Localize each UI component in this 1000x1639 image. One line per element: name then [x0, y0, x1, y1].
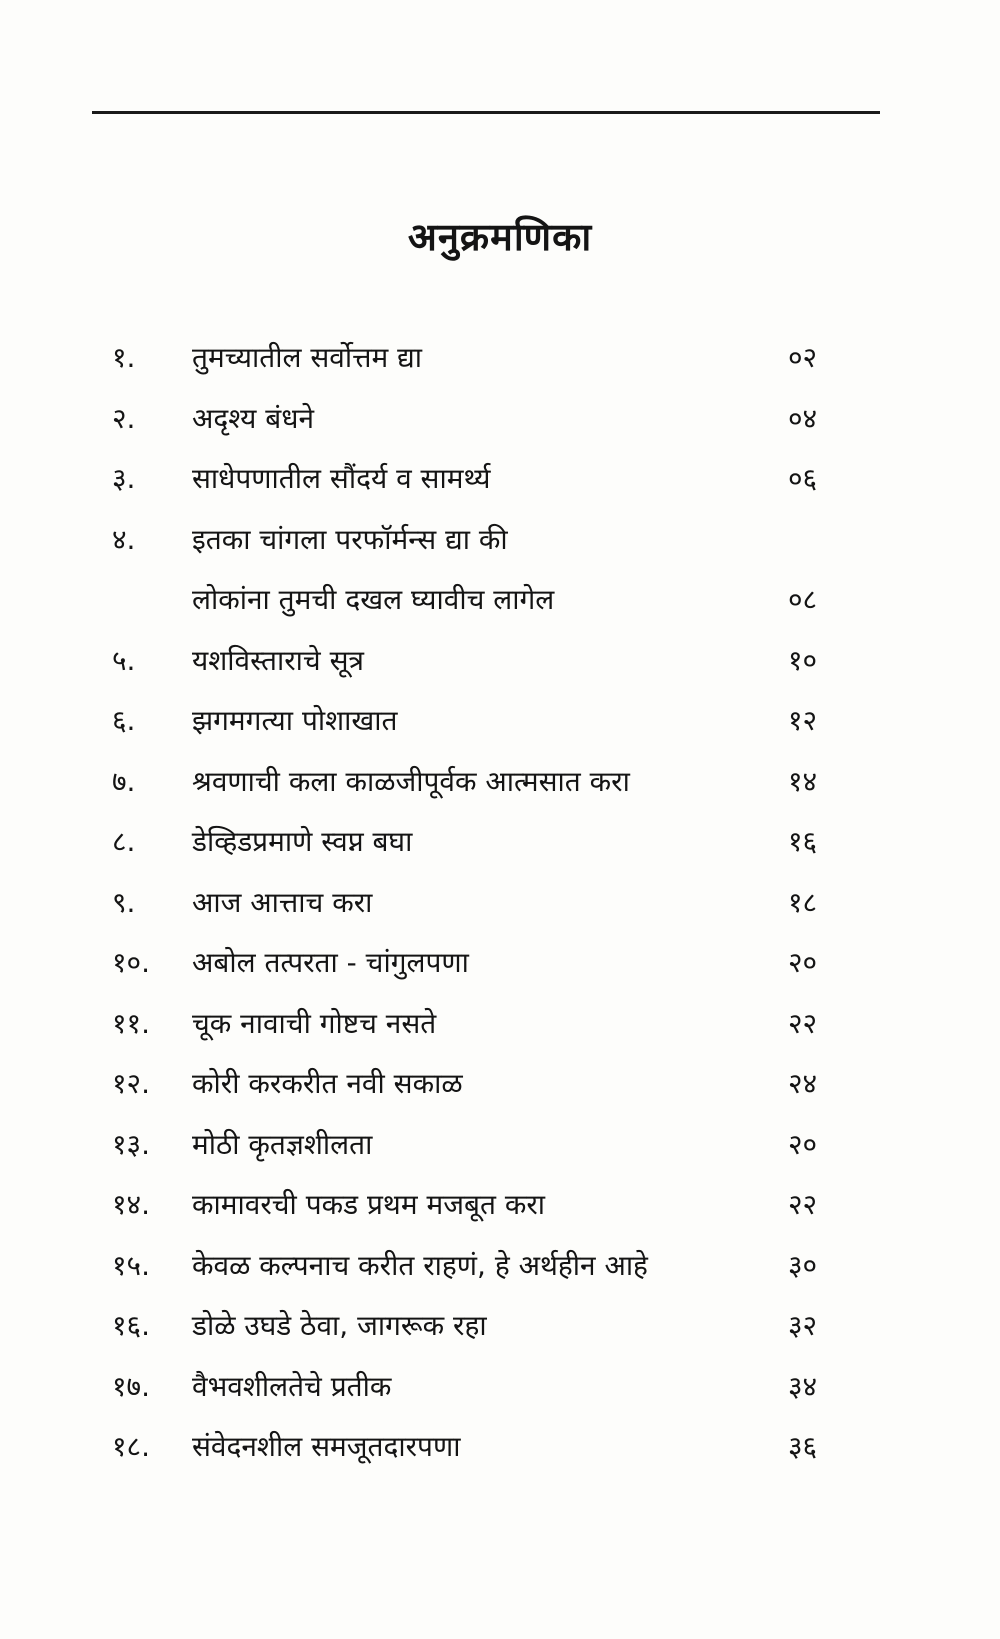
entry-number: १.	[112, 341, 136, 374]
entry-title: चूक नावाची गोष्टच नसते	[192, 1006, 437, 1040]
toc-entry	[0, 399, 1000, 460]
entry-title: इतका चांगला परफॉर्मन्स द्या की	[192, 522, 508, 556]
top-rule	[92, 111, 880, 114]
entry-page: ०८	[788, 583, 818, 616]
entry-number: ११.	[112, 1006, 151, 1040]
entry-page: १०	[788, 643, 818, 677]
toc-entry	[0, 338, 1000, 399]
toc-entry-continuation	[0, 580, 1000, 641]
toc-entry	[0, 701, 1000, 762]
entry-title: आज आत्ताच करा	[192, 885, 373, 919]
entry-title: श्रवणाची कला काळजीपूर्वक आत्मसात करा	[192, 764, 630, 798]
entry-title: तुमच्यातील सर्वोत्तम द्या	[192, 341, 423, 374]
entry-number: २.	[112, 401, 136, 435]
toc-entry	[0, 520, 1000, 581]
entry-page: २०	[788, 946, 818, 979]
entry-title: वैभवशीलतेचे प्रतीक	[192, 1369, 392, 1403]
toc-entry	[0, 1306, 1000, 1367]
entry-title: मोठी कृतज्ञशीलता	[192, 1127, 373, 1161]
entry-page: १८	[788, 885, 818, 919]
entry-page: ३६	[788, 1430, 818, 1463]
table-of-contents	[0, 338, 1000, 1488]
entry-number: ३.	[112, 462, 136, 495]
entry-page: १६	[788, 825, 818, 858]
entry-title: साधेपणातील सौंदर्य व सामर्थ्य	[192, 462, 491, 495]
toc-entry	[0, 459, 1000, 520]
entry-page: १२	[788, 704, 818, 737]
toc-entry	[0, 1064, 1000, 1125]
entry-page: २२	[788, 1188, 818, 1221]
toc-entry	[0, 641, 1000, 702]
entry-page: ०२	[788, 341, 818, 374]
entry-title: झगमगत्या पोशाखात	[192, 704, 398, 737]
entry-page: ३२	[788, 1309, 818, 1342]
entry-title: डेव्हिडप्रमाणे स्वप्न बघा	[192, 825, 413, 858]
entry-title: लोकांना तुमची दखल घ्यावीच लागेल	[192, 583, 555, 616]
entry-title: कोरी करकरीत नवी सकाळ	[192, 1067, 463, 1100]
toc-entry	[0, 762, 1000, 823]
toc-entry	[0, 1427, 1000, 1488]
entry-number: १७.	[112, 1369, 151, 1403]
toc-entry	[0, 822, 1000, 883]
entry-number: ५.	[112, 643, 136, 677]
entry-number: ४.	[112, 522, 136, 556]
entry-number: १३.	[112, 1127, 151, 1161]
entry-page: १४	[788, 764, 818, 798]
toc-entry	[0, 1246, 1000, 1307]
entry-title: कामावरची पकड प्रथम मजबूत करा	[192, 1188, 546, 1221]
entry-title: अबोल तत्परता - चांगुलपणा	[192, 946, 469, 979]
page-title: अनुक्रमणिका	[407, 215, 593, 259]
entry-number: ९.	[112, 885, 136, 919]
entry-page: २२	[788, 1006, 818, 1040]
entry-number: १८.	[112, 1430, 151, 1463]
entry-number: १६.	[112, 1309, 151, 1342]
entry-title: अदृश्य बंधने	[192, 401, 315, 435]
toc-entry	[0, 1004, 1000, 1065]
entry-page: ०६	[788, 462, 818, 495]
entry-page: ०४	[788, 401, 818, 435]
entry-title: डोळे उघडे ठेवा, जागरूक रहा	[192, 1309, 487, 1342]
toc-entry	[0, 943, 1000, 1004]
entry-number: १४.	[112, 1188, 151, 1221]
toc-entry	[0, 883, 1000, 944]
entry-number: १०.	[112, 946, 151, 979]
entry-title: केवळ कल्पनाच करीत राहणं, हे अर्थहीन आहे	[192, 1248, 648, 1282]
toc-entry	[0, 1125, 1000, 1186]
toc-entry	[0, 1185, 1000, 1246]
entry-page: ३४	[788, 1369, 818, 1403]
entry-title: यशविस्ताराचे सूत्र	[192, 643, 364, 677]
entry-number: ६.	[112, 704, 136, 737]
entry-number: १५.	[112, 1248, 151, 1282]
entry-number: ८.	[112, 825, 136, 858]
entry-number: ७.	[112, 764, 136, 798]
entry-page: २०	[788, 1127, 818, 1161]
entry-title: संवेदनशील समजूतदारपणा	[192, 1430, 461, 1463]
entry-page: २४	[788, 1067, 818, 1100]
entry-number: १२.	[112, 1067, 151, 1100]
toc-entry	[0, 1367, 1000, 1428]
entry-page: ३०	[788, 1248, 818, 1282]
